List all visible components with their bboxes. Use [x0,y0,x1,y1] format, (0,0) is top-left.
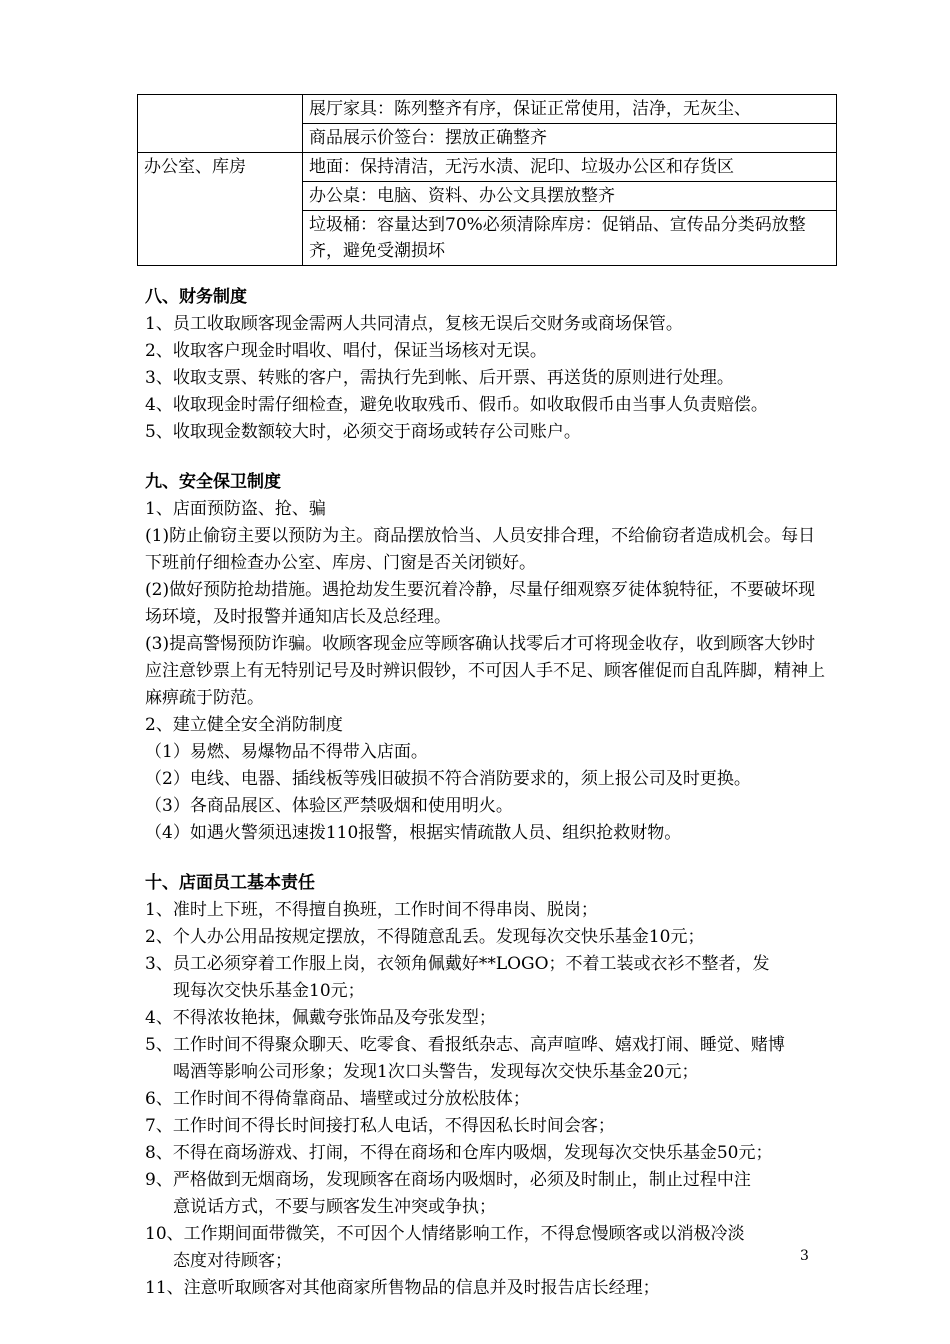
table-cell-item: 展厅家具：陈列整齐有序，保证正常使用，洁净，无灰尘、 [303,95,837,124]
list-item-continuation: 态度对待顾客； [173,1251,292,1271]
list-item: 3、员工必须穿着工作服上岗，衣领角佩戴好**LOGO；不着工装或衣衫不整者，发 [145,954,770,974]
paragraph: (2)做好预防抢劫措施。遇抢劫发生要沉着冷静，尽量仔细观察歹徒体貌特征，不要破坏现场环境，及时报警并通知店长及总经理。 [145,580,816,627]
list-item: 10、工作期间面带微笑，不可因个人情绪影响工作，不得怠慢顾客或以消极冷淡 [145,1224,745,1244]
list-item: 2、个人办公用品按规定摆放，不得随意乱丢。发现每次交快乐基金10元； [145,927,705,947]
section-heading-duties: 十、店面员工基本责任 [145,873,315,893]
list-item: （2）电线、电器、插线板等残旧破损不符合消防要求的，须上报公司及时更换。 [145,769,751,789]
list-item: 7、工作时间不得长时间接打私人电话，不得因私长时间会客； [145,1116,615,1136]
list-item: 11、注意听取顾客对其他商家所售物品的信息并及时报告店长经理； [145,1278,660,1298]
list-item: （4）如遇火警须迅速拨110报警，根据实情疏散人员、组织抢救财物。 [145,823,682,843]
list-item: 5、工作时间不得聚众聊天、吃零食、看报纸杂志、高声喧哗、嬉戏打闹、睡觉、赌博 [145,1035,785,1055]
table-row [138,153,837,182]
list-item-continuation: 现每次交快乐基金10元； [173,981,365,1001]
table-cell-area [138,95,303,153]
table-cell-item: 办公桌：电脑、资料、办公文具摆放整齐 [303,182,837,211]
list-item: 5、收取现金数额较大时，必须交于商场或转存公司账户。 [145,422,581,442]
list-item: 4、收取现金时需仔细检查，避免收取残币、假币。如收取假币由当事人负责赔偿。 [145,395,768,415]
list-item-continuation: 意说话方式，不要与顾客发生冲突或争执； [173,1197,496,1217]
list-item: 1、准时上下班，不得擅自换班，工作时间不得串岗、脱岗； [145,900,598,920]
paragraph: (1)防止偷窃主要以预防为主。商品摆放恰当、人员安排合理，不给偷窃者造成机会。每日下班前仔细检查办公室、库房、门窗是否关闭锁好。 [145,526,816,573]
table-cell-item: 商品展示价签台：摆放正确整齐 [303,124,837,153]
list-item: 9、严格做到无烟商场，发现顾客在商场内吸烟时，必须及时制止，制止过程中注 [145,1170,751,1190]
paragraph: (3)提高警惕预防诈骗。收顾客现金应等顾客确认找零后才可将现金收存，收到顾客大钞时应注意钞票上有无特别记号及时辨识假钞，不可因人手不足、顾客催促而自乱阵脚，精神上麻痹疏于防范。 [145,634,825,708]
table-cell-item: 垃圾桶：容量达到70%必须清除库房：促销品、宣传品分类码放整齐，避免受潮损坏 [303,211,837,266]
section-heading-security: 九、安全保卫制度 [145,472,281,492]
list-item: 1、员工收取顾客现金需两人共同清点，复核无误后交财务或商场保管。 [145,314,683,334]
list-item: 3、收取支票、转账的客户，需执行先到帐、后开票、再送货的原则进行处理。 [145,368,734,388]
table-cell-item: 地面：保持清洁，无污水渍、泥印、垃圾办公区和存货区 [303,153,837,182]
list-item: （3）各商品展区、体验区严禁吸烟和使用明火。 [145,796,513,816]
list-item-continuation: 喝酒等影响公司形象；发现1次口头警告，发现每次交快乐基金20元； [173,1062,699,1082]
section-heading-finance: 八、财务制度 [145,287,247,307]
subsection-heading: 1、店面预防盗、抢、骗 [145,499,326,519]
subsection-heading: 2、建立健全安全消防制度 [145,715,343,735]
cleaning-standards-table [137,94,837,266]
list-item: 2、收取客户现金时唱收、唱付，保证当场核对无误。 [145,341,547,361]
list-item: 4、不得浓妆艳抹，佩戴夸张饰品及夸张发型； [145,1008,496,1028]
table-row [138,95,837,124]
list-item: 8、不得在商场游戏、打闹，不得在商场和仓库内吸烟，发现每次交快乐基金50元； [145,1143,773,1163]
document-body [145,283,825,1302]
page-number: 3 [800,1248,809,1264]
list-item: （1）易燃、易爆物品不得带入店面。 [145,742,428,762]
list-item: 6、工作时间不得倚靠商品、墙壁或过分放松肢体； [145,1089,530,1109]
table-cell-area: 办公室、库房 [138,153,303,266]
